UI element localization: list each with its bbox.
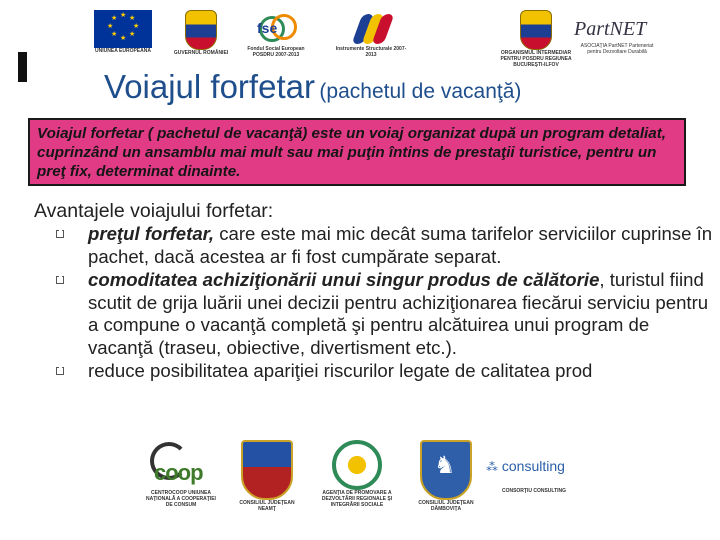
- list-item: [34, 223, 716, 268]
- neamt-crest-icon: [241, 440, 293, 500]
- bullet-lead: preţul forfetar,: [88, 223, 215, 244]
- slide-body: [34, 200, 716, 383]
- oi-crest-logo: [496, 10, 576, 68]
- structural-instruments-logo: [334, 10, 408, 58]
- oi-caption: ORGANISMUL INTERMEDIAR PENTRU POSDRU REGIUNEA BUCUREŞTI-ILFOV: [500, 50, 572, 68]
- romania-crest-icon: [185, 10, 217, 50]
- definition-box: [28, 118, 686, 186]
- dambovita-crest-logo: [410, 440, 482, 512]
- neamt-crest-logo: [232, 440, 302, 512]
- neamt-caption: CONSILIUL JUDEŢEAN NEAMŢ: [239, 500, 295, 512]
- dambovita-caption: CONSILIUL JUDEŢEAN DÂMBOVIŢA: [418, 500, 474, 512]
- consulting-brand: [486, 458, 582, 474]
- partnet-logo: [574, 18, 660, 55]
- bullet-lead: comoditatea achiziţionării unui singur produs de călătorie: [88, 269, 600, 290]
- eu-caption: UNIUNEA EUROPEANĂ: [95, 48, 151, 54]
- adr-caption: AGENŢIA DE PROMOVARE A DEZVOLTĂRII REGIONALE ŞI INTEGRĂRII SOCIALE: [321, 490, 393, 508]
- list-item: [34, 360, 716, 383]
- romania-caption: GUVERNUL ROMÂNIEI: [173, 50, 229, 56]
- consulting-caption: CONSORŢIU CONSULTING: [501, 488, 567, 494]
- adr-logo: [318, 440, 396, 508]
- advantages-list: [34, 223, 716, 383]
- fse-logo: [240, 10, 312, 58]
- bullet-text: , turistul fiind scutit de grija luării unei decizii pentru achiziţionarea fiecărui serviciu pentru a compune o vacanţă completă şi pentru alcătuirea unui program de vacanţă (traseu, obiective, divertisment etc.).: [88, 269, 709, 358]
- definition-text: Voiajul forfetar ( pachetul de vacanţă) este un voiaj organizat după un program detaliat, cuprinzând un ansamblu mai mult sau mai puţin întins de prestaţii turistice, pentru un preţ fix, determinat dinainte.: [37, 125, 666, 180]
- consulting-logo: [486, 458, 582, 494]
- square-bullet-icon: [56, 367, 64, 375]
- dambovita-crest-icon: ♞: [420, 440, 472, 500]
- structural-instruments-icon: [349, 10, 393, 46]
- fse-caption: Fondul Social European POSDRU 2007-2013: [247, 46, 305, 58]
- left-accent-bar: [18, 52, 27, 82]
- partnet-brand: PartNET: [574, 18, 647, 40]
- bullet-text: care este mai mic decât suma tarifelor serviciilor cuprinse în pachet, dacă acestea ar fi fost cumpărate separat.: [88, 223, 713, 267]
- coop-brand: coop: [154, 460, 203, 485]
- oi-crest-icon: [520, 10, 552, 50]
- romania-crest-logo: [166, 10, 236, 56]
- consulting-dots-icon: ⁂: [486, 460, 498, 474]
- partnet-caption: ASOCIAŢIA PartNET Parteneriat pentru Dezvoltare Durabilă: [580, 43, 654, 55]
- coop-icon: [144, 440, 204, 490]
- coop-logo: [144, 440, 218, 508]
- title-main: Voiajul forfetar: [104, 68, 315, 105]
- square-bullet-icon: [56, 276, 64, 284]
- square-bullet-icon: [56, 230, 64, 238]
- adr-icon: [332, 440, 382, 490]
- title-sub: (pachetul de vacanţă): [319, 80, 522, 103]
- footer-logos: [140, 440, 720, 535]
- eu-flag-icon: ★ ★ ★ ★ ★ ★ ★ ★: [94, 10, 152, 48]
- consulting-brand-text: consulting: [501, 458, 565, 474]
- bullet-text: reduce posibilitatea apariţiei riscurilor legate de calitatea prod: [88, 360, 593, 381]
- coop-caption: CENTROCOOP UNIUNEA NAŢIONALĂ A COOPERAŢIEI DE CONSUM: [146, 490, 216, 508]
- structural-instruments-caption: Instrumente Structurale 2007-2013: [335, 46, 407, 58]
- slide-title: [104, 68, 521, 106]
- eu-flag-logo: [86, 10, 160, 54]
- header-logos: [80, 4, 700, 78]
- advantages-heading: Avantajele voiajului forfetar:: [34, 200, 274, 222]
- fse-icon: fse: [253, 10, 299, 46]
- list-item: [34, 269, 716, 359]
